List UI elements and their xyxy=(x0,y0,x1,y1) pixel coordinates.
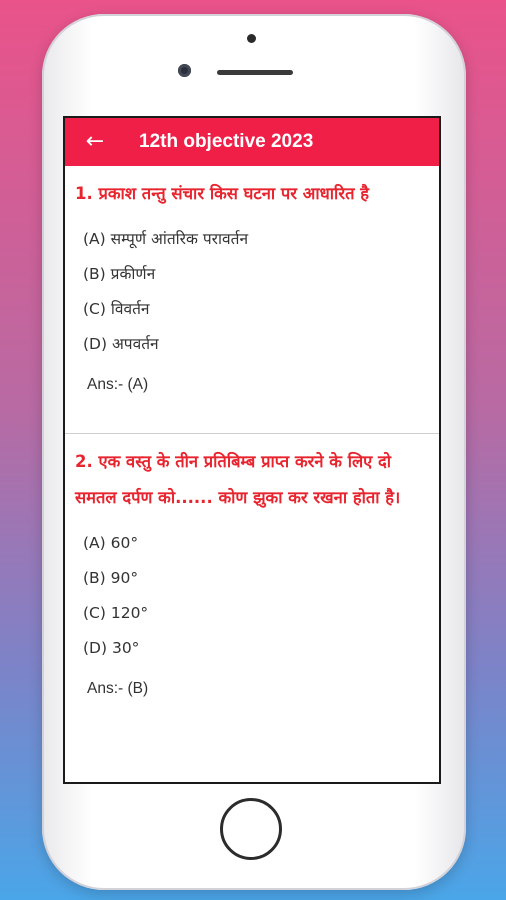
app-bar xyxy=(65,118,439,166)
option-a[interactable]: (A) सम्पूर्ण आंतरिक परावर्तन xyxy=(83,230,249,248)
options-list xyxy=(75,222,427,362)
answer-text: Ans:- (A) xyxy=(87,376,149,393)
option-d[interactable]: (D) अपवर्तन xyxy=(83,335,159,353)
option-b[interactable]: (B) 90° xyxy=(83,569,139,587)
question-text: 2. एक वस्तु के तीन प्रतिबिम्ब प्राप्त करने के लिए दो समतल दर्पण को...... कोण झुका कर रखना होता है। xyxy=(75,452,401,507)
option-b[interactable]: (B) प्रकीर्णन xyxy=(83,265,156,283)
page-title: 12th objective 2023 xyxy=(139,131,314,152)
option-c[interactable]: (C) विवर्तन xyxy=(83,300,150,318)
home-button[interactable] xyxy=(220,798,282,860)
question-card xyxy=(65,434,439,704)
answer-text: Ans:- (B) xyxy=(87,680,149,697)
options-list xyxy=(75,526,427,666)
front-sensor xyxy=(247,34,256,43)
question-card xyxy=(65,166,439,400)
option-a[interactable]: (A) 60° xyxy=(83,534,139,552)
arrow-left-icon[interactable]: ← xyxy=(85,129,105,154)
app-screen xyxy=(63,116,441,784)
front-camera xyxy=(178,64,191,77)
earpiece xyxy=(217,70,293,75)
question-text: 1. प्रकाश तन्तु संचार किस घटना पर आधारित है xyxy=(75,184,369,203)
question-list[interactable] xyxy=(65,166,439,704)
option-d[interactable]: (D) 30° xyxy=(83,639,140,657)
option-c[interactable]: (C) 120° xyxy=(83,604,149,622)
